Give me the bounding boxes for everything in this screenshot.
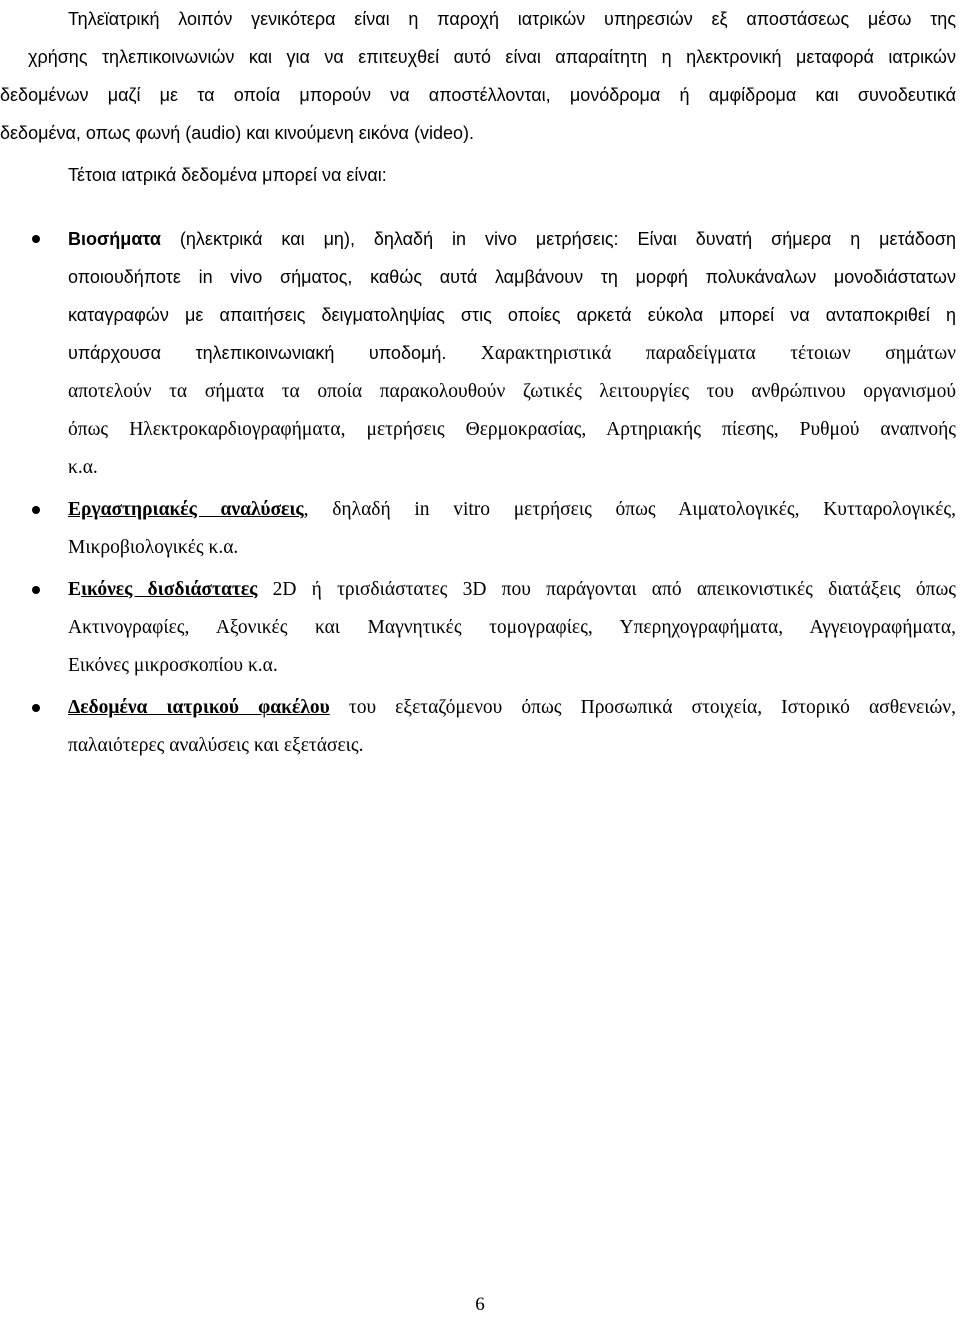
intro-line-2: χρήσης τηλεπικοινωνιών και για να επιτευχθεί αυτό είναι απαραίτητη η ηλεκτρονική μεταφορά ιατρικών [28, 47, 956, 67]
term-images-prefix: Ε [68, 579, 82, 600]
images-line-2: Ακτινογραφίες, Αξονικές και Μαγνητικές τομογραφίες, Υπερηχογραφήματα, Αγγειογραφήματα, [68, 617, 956, 638]
bullet-icon [32, 235, 40, 243]
term-biosignals: Βιοσήματα [68, 229, 161, 249]
biosignals-line-1: (ηλεκτρικά και μη), δηλαδή in vivo μετρήσεις: Είναι δυνατή σήμερα η μετάδοση [160, 229, 956, 249]
term-lab-analyses: Εργαστηριακές αναλύσεις [68, 499, 304, 520]
lab-analyses-line-2: Μικροβιολογικές κ.α. [68, 537, 239, 558]
biosignals-line-7: κ.α. [68, 457, 98, 478]
images-line-1: 2D ή τρισδιάστατες 3D που παράγονται από απεικονιστικές διατάξεις όπως [257, 579, 957, 600]
intro-line-3: δεδομένων μαζί με τα οποία μπορούν να αποστέλλονται, μονόδρομα ή αμφίδρομα και συνοδευτικά [0, 85, 956, 105]
intro-line-1: Τηλεϊατρική λοιπόν γενικότερα είναι η παροχή ιατρικών υπηρεσιών εξ αποστάσεως μέσω της [68, 9, 956, 29]
list-item-images [0, 571, 956, 685]
bullet-icon [32, 586, 40, 594]
page-number: 6 [475, 1294, 485, 1315]
bullet-icon [32, 506, 40, 514]
term-images: ικόνες δισδιάστατες [81, 579, 258, 600]
bullet-icon [32, 704, 40, 712]
biosignals-line-2: οποιουδήποτε in vivo σήματος, καθώς αυτά λαμβάνουν τη μορφή πολυκάναλων μονοδιάστατων [68, 267, 956, 287]
term-medical-record: Δεδομένα ιατρικού φακέλου [68, 697, 330, 718]
lab-analyses-line-1: , δηλαδή in vitro μετρήσεις όπως Αιματολογικές, Κυτταρολογικές, [303, 499, 956, 520]
medical-data-list [0, 220, 960, 769]
intro-line-4: δεδομένα, οπως φωνή (audio) και κινούμενη εικόνα (video). [0, 123, 474, 143]
list-item-medical-record [0, 689, 956, 765]
list-item-lab-analyses [0, 491, 956, 567]
biosignals-line-4: υπάρχουσα τηλεπικοινωνιακή υποδομή. [68, 343, 447, 363]
medical-record-line-2: παλαιότερες αναλύσεις και εξετάσεις. [68, 735, 364, 756]
biosignals-line-5: αποτελούν τα σήματα τα οποία παρακολουθούν ζωτικές λειτουργίες του ανθρώπινου οργανισμού [68, 381, 956, 402]
list-item-biosignals [0, 220, 956, 487]
biosignals-line-6: όπως Ηλεκτροκαρδιογραφήματα, μετρήσεις Θερμοκρασίας, Αρτηριακής πίεσης, Ρυθμού αναπνοής [68, 419, 956, 440]
biosignals-line-3: καταγραφών με απαιτήσεις δειγματοληψίας στις οποίες αρκετά εύκολα μπορεί να ανταποκριθεί η [68, 305, 956, 325]
medical-record-line-1: του εξεταζόμενου όπως Προσωπικά στοιχεία, Ιστορικό ασθενειών, [329, 697, 957, 718]
biosignals-line-4-tail: Χαρακτηριστικά παραδείγματα τέτοιων σημάτων [446, 343, 957, 364]
intro-line-5: Τέτοια ιατρικά δεδομένα μπορεί να είναι: [68, 165, 387, 185]
images-line-3: Εικόνες μικροσκοπίου κ.α. [68, 655, 278, 676]
intro-paragraph [0, 0, 956, 194]
